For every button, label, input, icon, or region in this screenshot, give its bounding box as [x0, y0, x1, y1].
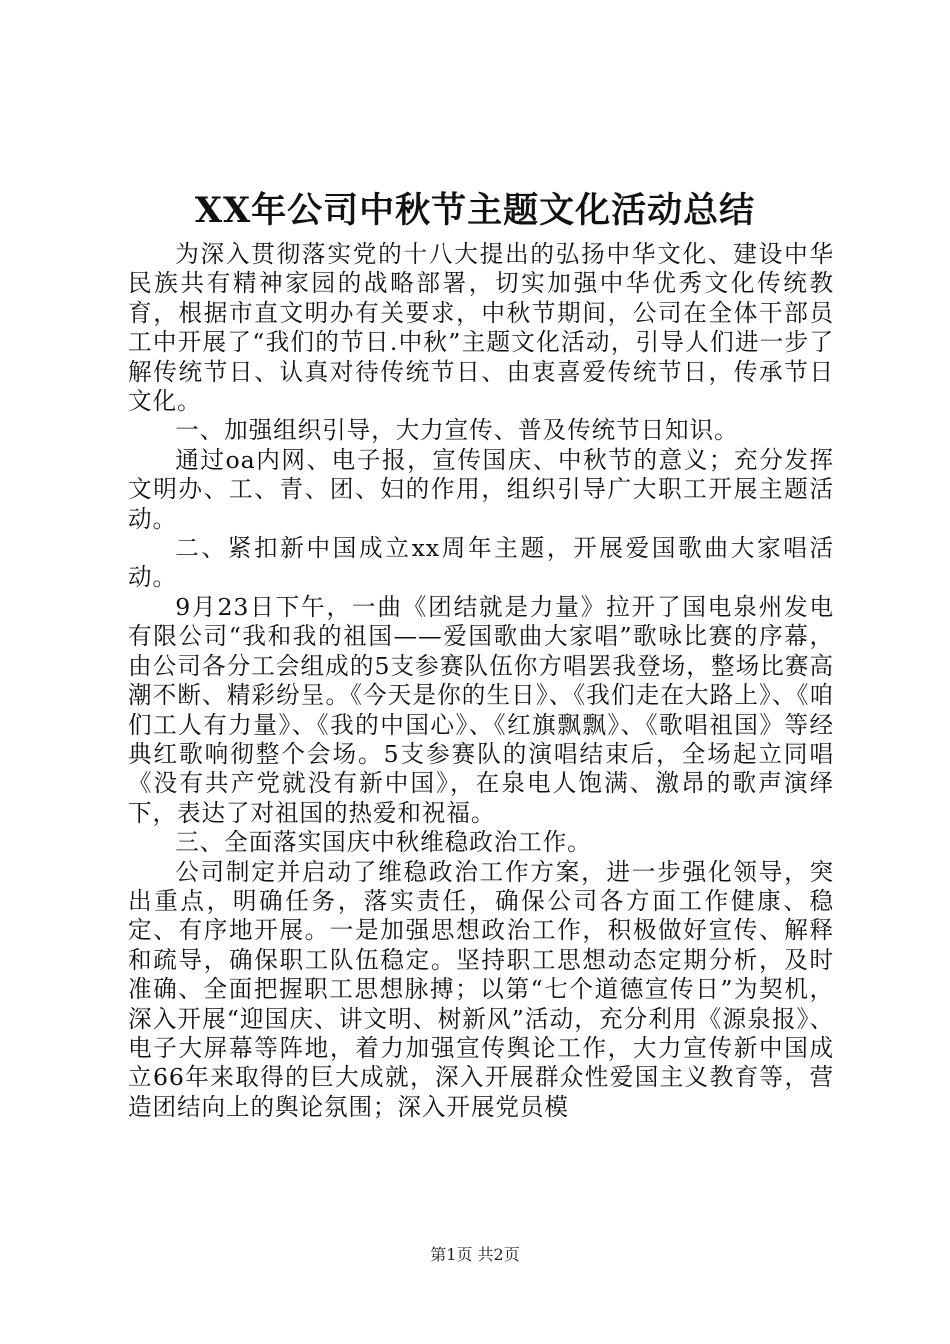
page-number-footer: 第1页 共2页	[430, 1245, 520, 1264]
document-body	[128, 240, 834, 1122]
paragraph-section-3: 公司制定并启动了维稳政治工作方案，进一步强化领导，突出重点，明确任务，落实责任，确保公司各方面工作健康、稳定、有序地开展。一是加强思想政治工作，积极做好宣传、解释和疏导，确保职工队伍稳定。坚持职工思想动态定期分析，及时准确、全面把握职工思想脉搏；以第“七个道德宣传日”为契机，深入开展“迎国庆、讲文明、树新风”活动，充分利用《源泉报》、电子大屏幕等阵地，着力加强宣传舆论工作，大力宣传新中国成立66年来取得的巨大成就，深入开展群众性爱国主义教育等，营造团结向上的舆论氛围；深入开展党员模	[128, 857, 834, 1121]
paragraph-intro: 为深入贯彻落实党的十八大提出的弘扬中华文化、建设中华民族共有精神家园的战略部署，切实加强中华优秀文化传统教育，根据市直文明办有关要求，中秋节期间，公司在全体干部员工中开展了“我们的节日.中秋”主题文化活动，引导人们进一步了解传统节日、认真对待传统节日、由衷喜爱传统节日，传承节日文化。	[128, 240, 834, 416]
section-heading-3: 三、全面落实国庆中秋维稳政治工作。	[175, 828, 592, 857]
document-title: XX年公司中秋节主题文化活动总结	[194, 190, 756, 231]
section-heading-1: 一、加强组织引导，大力宣传、普及传统节日知识。	[175, 416, 739, 445]
paragraph-section-2: 9月23日下午，一曲《团结就是力量》拉开了国电泉州发电有限公司“我和我的祖国——爱国歌曲大家唱”歌咏比赛的序幕，由公司各分工会组成的5支参赛队伍你方唱罢我登场，整场比赛高潮不断、精彩纷呈。《今天是你的生日》、《我们走在大路上》、《咱们工人有力量》、《我的中国心》、《红旗飘飘》、《歌唱祖国》等经典红歌响彻整个会场。5支参赛队的演唱结束后，全场起立同唱《没有共产党就没有新中国》，在泉电人饱满、激昂的歌声演绎下，表达了对祖国的热爱和祝福。	[128, 592, 834, 827]
section-heading-2: 二、紧扣新中国成立xx周年主题，开展爱国歌曲大家唱活动。	[128, 534, 834, 592]
paragraph-section-1: 通过oa内网、电子报，宣传国庆、中秋节的意义；充分发挥文明办、工、青、团、妇的作用，组织引导广大职工开展主题活动。	[128, 445, 834, 533]
